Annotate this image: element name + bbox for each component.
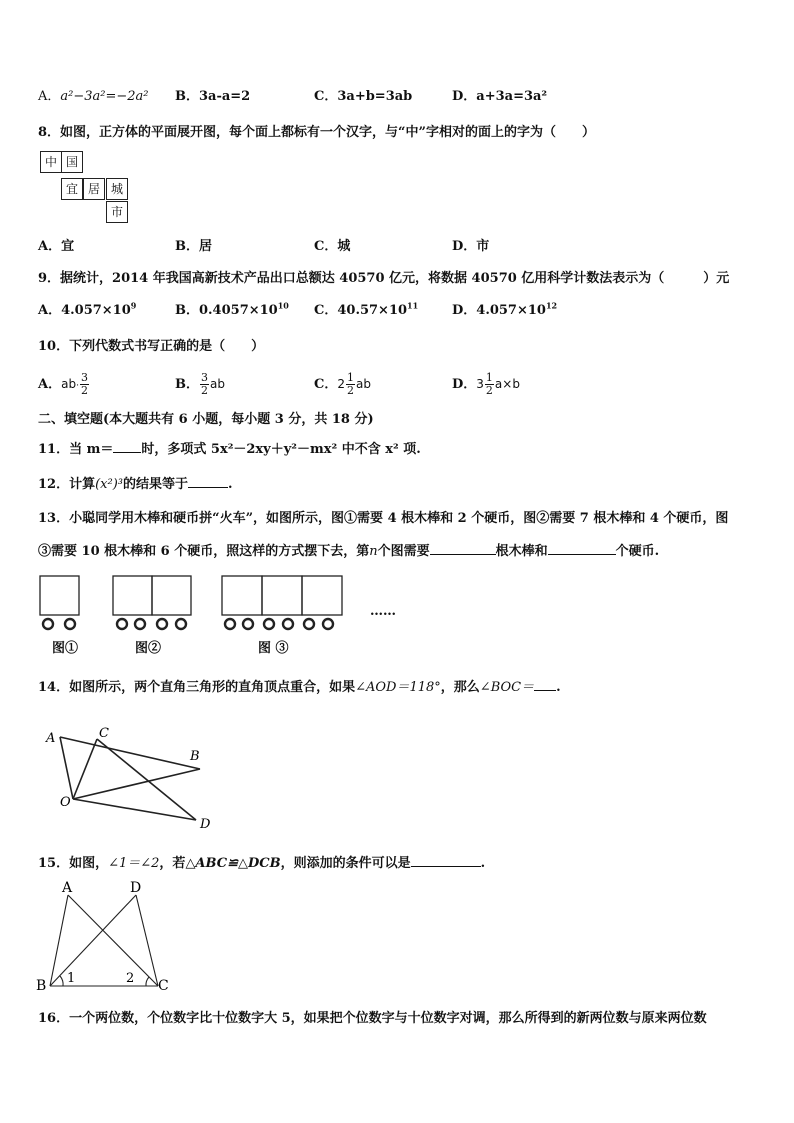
q7-option-d-text: a+3a=3a² — [476, 89, 548, 104]
point-label-a: A — [62, 880, 73, 896]
q12-post: 的结果等于 — [123, 477, 189, 492]
q13-fig-label-1: 图① — [52, 641, 79, 656]
q15 — [38, 853, 485, 872]
q15-pre: 15．如图， — [38, 856, 109, 871]
q9-option-c-exp: 11 — [407, 300, 419, 311]
point-label-c: C — [158, 978, 169, 994]
point-label-b: B — [190, 749, 200, 764]
option-label: D． — [452, 89, 477, 104]
q7-option-b-text: 3a-a=2 — [199, 89, 251, 104]
q12-expression: (x²)³ — [95, 477, 123, 492]
q15-end: . — [480, 856, 486, 871]
option-label: B． — [175, 377, 199, 392]
q11-post: 时，多项式 5x²－2xy＋y²－mx² 中不含 x² 项. — [141, 442, 421, 457]
q10-option-c-whole: 2 — [337, 377, 345, 391]
q11-answer-blank[interactable] — [113, 439, 141, 453]
q9-option-a-exp: 9 — [130, 300, 137, 311]
q9-option-b-base: B．0.4057×10 — [175, 303, 278, 318]
q14-asked-angle: ∠BOC＝ — [479, 680, 535, 695]
option-label: A． — [38, 89, 61, 104]
net-cell-ju: 居 — [83, 178, 105, 200]
q14-end: . — [556, 680, 561, 695]
q14-mid: ，那么 — [440, 680, 480, 695]
q15-triangles-figure — [34, 878, 184, 998]
fraction-denominator: 2 — [201, 384, 208, 397]
point-label-o: O — [60, 795, 71, 810]
angle-label-2: 2 — [126, 971, 135, 986]
train-figure-3 — [222, 576, 342, 629]
q9-stem: 9．据统计，2014 年我国高新技术产品出口总额达 40570 亿元，将数据 40570 亿用科学计数法表示为（ ）元 — [38, 271, 730, 286]
q13-ellipsis: …… — [370, 604, 396, 619]
q13-line2 — [38, 541, 659, 560]
q13-variable-n: n — [369, 544, 378, 559]
q14 — [38, 677, 561, 696]
q13-line1: 13．小聪同学用木棒和硬币拼“火车”，如图所示，图①需要 4 根木棒和 2 个硬币，图②需要 7 根木棒和 4 个硬币，图 — [38, 511, 729, 526]
q8-option-c: C．城 — [314, 239, 351, 254]
q9-option-d — [452, 300, 558, 319]
q10-option-b — [175, 372, 225, 397]
q10-option-c — [314, 372, 371, 397]
q9-option-a-base: A．4.057×10 — [38, 303, 131, 318]
option-label: B． — [175, 89, 199, 104]
q14-pre: 14．如图所示，两个直角三角形的直角顶点重合，如果 — [38, 680, 356, 695]
q9-option-a — [38, 300, 137, 319]
fraction-numerator: 1 — [347, 371, 354, 384]
q7-option-d — [452, 89, 547, 105]
q15-mid: ，若 — [159, 856, 186, 871]
q13-line2-end: 个硬币. — [615, 544, 660, 559]
q12-end: . — [228, 477, 233, 492]
net-cell-zhong: 中 — [40, 151, 62, 173]
q7-option-b — [175, 89, 250, 105]
q15-congruence: △ABC≌△DCB — [185, 856, 281, 871]
q10-option-d-post: a×b — [494, 377, 520, 391]
point-label-c: C — [99, 726, 109, 741]
point-label-b: B — [36, 978, 47, 994]
q10-option-b-fraction — [200, 372, 209, 397]
q7-option-c-text: 3a+b=3ab — [337, 89, 413, 104]
fraction-numerator: 1 — [485, 371, 493, 384]
q10-stem: 10．下列代数式书写正确的是（ ） — [38, 339, 265, 354]
angle-label-1: 1 — [67, 971, 76, 986]
q9-option-b-exp: 10 — [277, 300, 289, 311]
q9-option-d-base: D．4.057×10 — [452, 303, 546, 318]
net-cell-guo: 国 — [61, 151, 83, 173]
q10-option-a-pre: ab — [61, 377, 77, 391]
q10-option-a: A．ab· $\frac{3}{2}$ — [38, 371, 88, 397]
point-label-d: D — [130, 880, 142, 896]
q13-coins-blank[interactable] — [548, 541, 616, 555]
q7-option-c — [314, 89, 412, 105]
q7-option-a — [38, 89, 149, 105]
train-figure-2 — [113, 576, 191, 629]
fraction-denominator: 2 — [347, 384, 354, 397]
net-cell-yi: 宜 — [61, 178, 83, 200]
section-heading: 二、填空题(本大题共有 6 小题，每小题 3 分，共 18 分) — [38, 412, 374, 427]
option-label: D． — [452, 377, 477, 392]
q7-option-a-text: a²−3a²=−2a² — [60, 89, 149, 104]
q9-option-d-exp: 12 — [545, 300, 558, 311]
q9-option-c — [314, 300, 419, 319]
q15-answer-blank[interactable] — [411, 853, 481, 867]
q13-fig-label-3: 图 ③ — [258, 641, 289, 656]
q8-stem: 8．如图，正方体的平面展开图，每个面上都标有一个汉字，与“中”字相对的面上的字为（ ） — [38, 125, 596, 140]
q10-option-a-fraction — [80, 372, 89, 397]
fraction-numerator: 3 — [80, 371, 88, 384]
q13-line2-pre: ③需要 10 根木棒和 6 个硬币，照这样的方式摆下去，第 — [38, 544, 370, 559]
point-label-a: A — [46, 731, 56, 746]
q10-option-b-post: ab — [210, 377, 225, 391]
q10-option-d-whole: 3 — [476, 377, 484, 391]
q12-answer-blank[interactable] — [188, 474, 228, 488]
q13-sticks-blank[interactable] — [430, 541, 496, 555]
fraction-denominator: 2 — [485, 384, 493, 397]
point-label-d: D — [200, 817, 211, 832]
q13-line2-mid2: 根木棒和 — [495, 544, 548, 559]
q9-option-c-base: C．40.57×10 — [314, 303, 408, 318]
option-label: A． — [38, 377, 62, 392]
q12-pre: 12．计算 — [38, 477, 96, 492]
q15-post: ，则添加的条件可以是 — [280, 856, 411, 871]
q10-option-c-fraction — [346, 372, 355, 397]
q14-given-angle: ∠AOD＝118° — [355, 680, 441, 695]
q13-fig-label-2: 图② — [135, 641, 162, 656]
fraction-numerator: 3 — [201, 371, 208, 384]
net-cell-cheng: 城 — [106, 178, 128, 200]
option-label: C． — [314, 377, 338, 392]
fraction-denominator: 2 — [80, 384, 88, 397]
train-figure-1 — [40, 576, 79, 629]
q10-option-d — [452, 372, 520, 397]
net-cell-shi: 市 — [106, 201, 128, 223]
q12 — [38, 474, 233, 493]
q13-line2-mid: 个图需要 — [377, 544, 430, 559]
q10-option-c-post: ab — [356, 377, 371, 391]
q14-answer-blank[interactable] — [534, 677, 556, 691]
q8-option-a: A．宜 — [38, 239, 75, 254]
q8-option-b: B．居 — [175, 239, 212, 254]
option-label: C． — [314, 89, 338, 104]
q15-given: ∠1＝∠2 — [108, 856, 160, 871]
q16: 16．一个两位数，个位数字比十位数字大 5，如果把个位数字与十位数字对调，那么所得到的新两位数与原来两位数 — [38, 1011, 707, 1026]
q8-option-d: D．市 — [452, 239, 490, 254]
q8-cube-net — [40, 151, 132, 227]
q10-option-d-fraction — [485, 372, 494, 397]
q11 — [38, 439, 421, 458]
q9-option-b — [175, 300, 289, 319]
q14-triangles-figure — [40, 720, 230, 835]
q11-pre: 11．当 m＝ — [38, 442, 114, 457]
